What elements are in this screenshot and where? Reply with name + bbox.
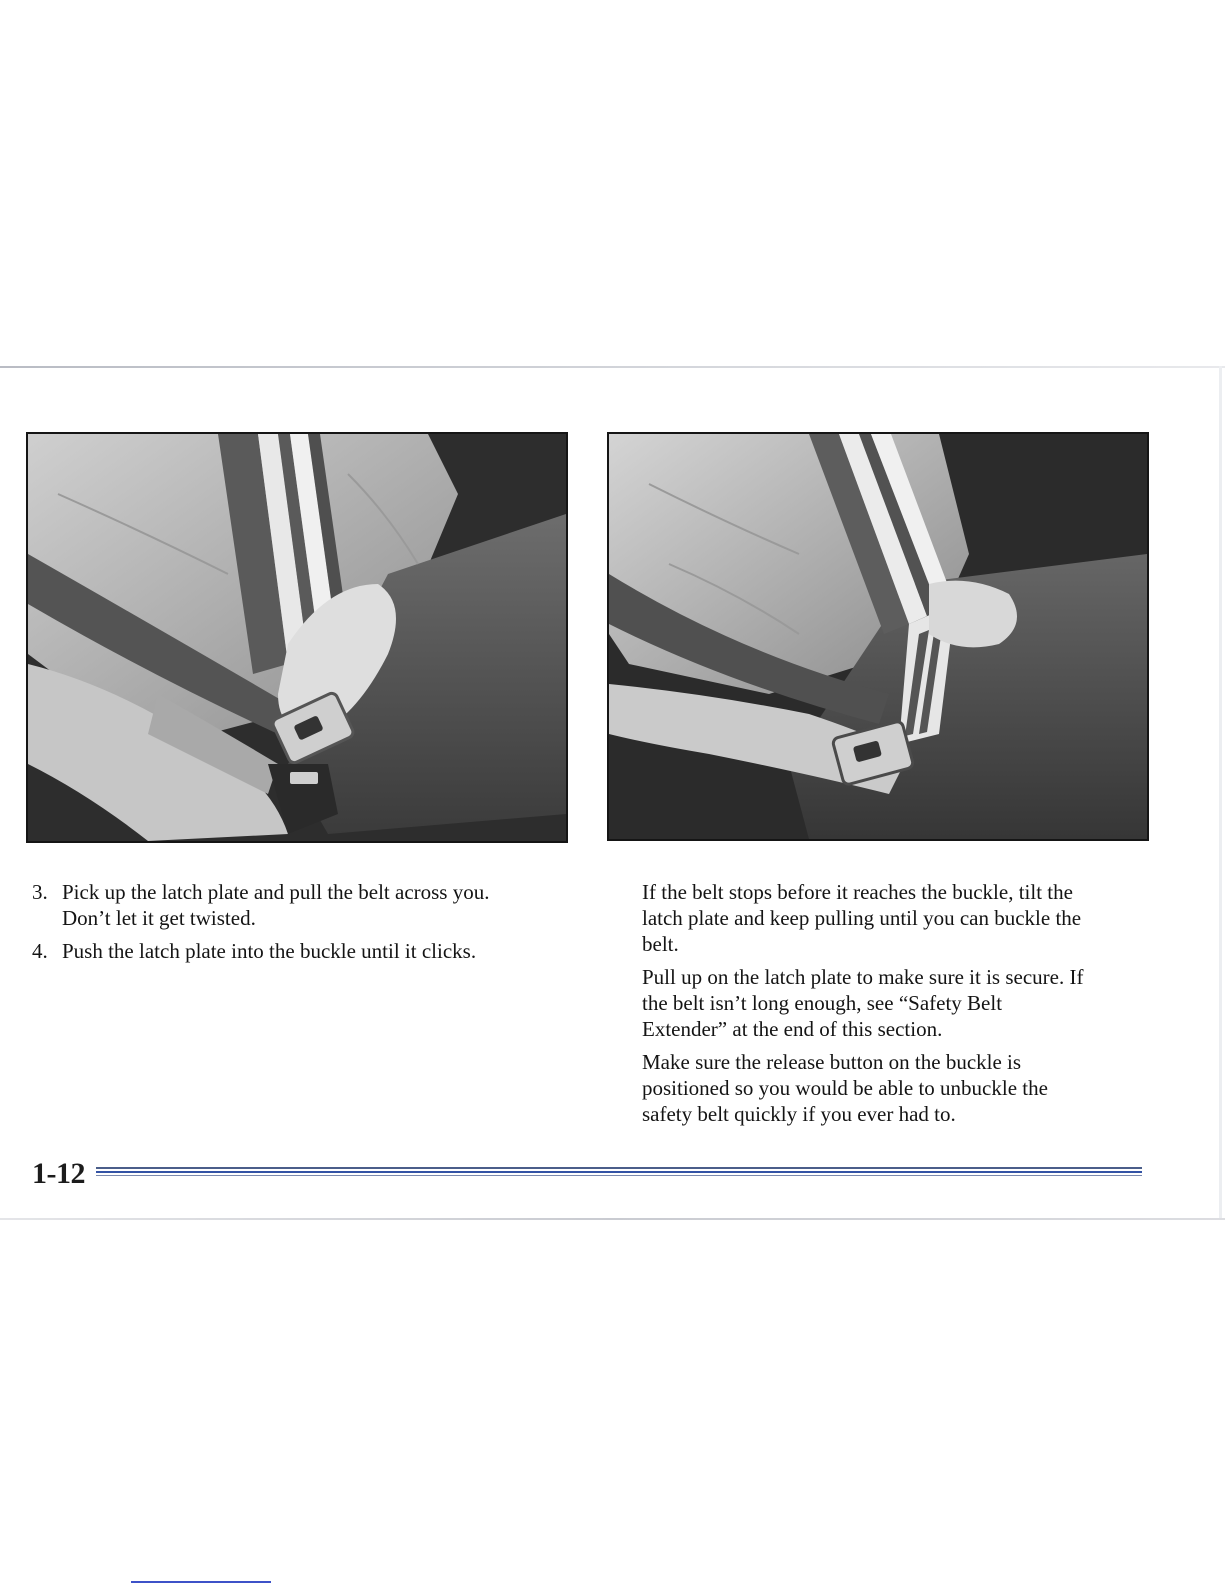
paragraph-line: safety belt quickly if you ever had to. — [642, 1102, 956, 1126]
left-column — [32, 879, 572, 971]
step-line: Don’t let it get twisted. — [62, 906, 256, 930]
step-line: Pick up the latch plate and pull the belt across you. — [62, 880, 490, 904]
right-column — [642, 879, 1142, 1134]
step-4 — [32, 938, 572, 964]
seat-belt-buckle-photo — [607, 432, 1149, 841]
scan-edge-right — [1219, 366, 1222, 1218]
seat-belt-buckle-illustration — [609, 434, 1147, 839]
paragraph-belt-stops — [642, 879, 1142, 957]
paragraph-line: positioned so you would be able to unbuckle the — [642, 1076, 1048, 1100]
paragraph-line: Make sure the release button on the buckle is — [642, 1050, 1022, 1074]
step-number: 4. — [32, 939, 48, 963]
page-number: 1-12 — [32, 1157, 85, 1190]
footer-rule-line — [96, 1175, 1142, 1176]
bottom-link-underline[interactable] — [131, 1581, 271, 1583]
paragraph-line: If the belt stops before it reaches the buckle, tilt the — [642, 880, 1073, 904]
footer-rule — [96, 1167, 1142, 1176]
footer-rule-line — [96, 1171, 1142, 1173]
paragraph-line: the belt isn’t long enough, see “Safety Belt — [642, 991, 1003, 1015]
step-text — [62, 879, 572, 931]
step-number: 3. — [32, 880, 48, 904]
step-3 — [32, 879, 572, 931]
step-line: Push the latch plate into the buckle until it clicks. — [62, 939, 477, 963]
scan-edge-top — [0, 366, 1225, 368]
paragraph-line: Pull up on the latch plate to make sure it is secure. If — [642, 965, 1084, 989]
footer-rule-line — [96, 1167, 1142, 1169]
paragraph-line: belt. — [642, 932, 679, 956]
paragraph-release-button — [642, 1049, 1142, 1127]
seat-belt-latch-illustration — [28, 434, 566, 841]
scan-edge-bottom — [0, 1218, 1225, 1220]
paragraph-line: Extender” at the end of this section. — [642, 1017, 943, 1041]
step-text — [62, 938, 572, 964]
paragraph-line: latch plate and keep pulling until you can buckle the — [642, 906, 1082, 930]
seat-belt-latch-photo — [26, 432, 568, 843]
paragraph-pull-up — [642, 964, 1142, 1042]
